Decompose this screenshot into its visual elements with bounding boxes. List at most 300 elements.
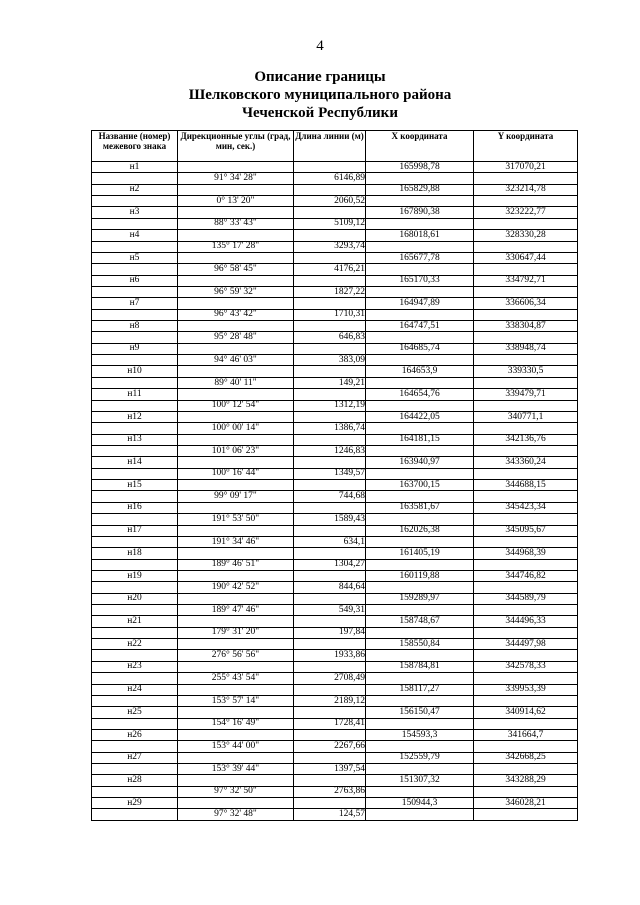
empty-cell xyxy=(178,798,294,809)
table-row-point xyxy=(92,457,578,468)
y-coordinate: 342668,25 xyxy=(474,752,578,763)
direction-angle: 88° 33' 43" xyxy=(178,218,294,229)
empty-cell xyxy=(92,355,178,366)
empty-cell xyxy=(366,423,474,434)
x-coordinate: 159289,97 xyxy=(366,593,474,604)
x-coordinate: 158748,67 xyxy=(366,616,474,627)
table-row-point xyxy=(92,343,578,354)
y-coordinate: 345095,67 xyxy=(474,525,578,536)
empty-cell xyxy=(92,786,178,797)
y-coordinate: 342136,76 xyxy=(474,434,578,445)
x-coordinate: 165998,78 xyxy=(366,162,474,173)
table-row-segment xyxy=(92,741,578,752)
table-row-segment xyxy=(92,536,578,547)
empty-cell xyxy=(178,593,294,604)
empty-cell xyxy=(366,741,474,752)
y-coordinate: 338304,87 xyxy=(474,321,578,332)
header-y: Y координата xyxy=(474,131,578,162)
table-row-point xyxy=(92,798,578,809)
empty-cell xyxy=(474,786,578,797)
table-row-segment xyxy=(92,445,578,456)
line-length: 549,31 xyxy=(294,605,366,616)
empty-cell xyxy=(474,309,578,320)
x-coordinate: 163581,67 xyxy=(366,502,474,513)
line-length: 1710,31 xyxy=(294,309,366,320)
empty-cell xyxy=(366,355,474,366)
empty-cell xyxy=(294,729,366,740)
line-length: 5109,12 xyxy=(294,218,366,229)
empty-cell xyxy=(474,559,578,570)
empty-cell xyxy=(92,764,178,775)
table-row-segment xyxy=(92,241,578,252)
empty-cell xyxy=(178,480,294,491)
direction-angle: 89° 40' 11" xyxy=(178,377,294,388)
empty-cell xyxy=(294,616,366,627)
x-coordinate: 164654,76 xyxy=(366,389,474,400)
empty-cell xyxy=(366,218,474,229)
table-row-point xyxy=(92,593,578,604)
table-row-segment xyxy=(92,605,578,616)
table-row-segment xyxy=(92,627,578,638)
x-coordinate: 158117,27 xyxy=(366,684,474,695)
y-coordinate: 343360,24 xyxy=(474,457,578,468)
table-row-segment xyxy=(92,695,578,706)
y-coordinate: 344968,39 xyxy=(474,548,578,559)
y-coordinate: 339479,71 xyxy=(474,389,578,400)
direction-angle: 190° 42' 52" xyxy=(178,582,294,593)
document-title xyxy=(0,68,640,122)
empty-cell xyxy=(474,218,578,229)
table-row-segment xyxy=(92,514,578,525)
table-row-segment xyxy=(92,400,578,411)
y-coordinate: 344497,98 xyxy=(474,639,578,650)
table-row-segment xyxy=(92,309,578,320)
empty-cell xyxy=(294,230,366,241)
empty-cell xyxy=(474,536,578,547)
line-length: 2763,86 xyxy=(294,786,366,797)
point-name: н6 xyxy=(92,275,178,286)
table-row-point xyxy=(92,434,578,445)
empty-cell xyxy=(178,411,294,422)
empty-cell xyxy=(366,468,474,479)
direction-angle: 94° 46' 03" xyxy=(178,355,294,366)
table-row-point xyxy=(92,321,578,332)
empty-cell xyxy=(474,400,578,411)
point-name: н17 xyxy=(92,525,178,536)
direction-angle: 153° 39' 44" xyxy=(178,764,294,775)
empty-cell xyxy=(366,764,474,775)
empty-cell xyxy=(92,514,178,525)
empty-cell xyxy=(178,752,294,763)
table-row-segment xyxy=(92,218,578,229)
point-name: н26 xyxy=(92,729,178,740)
y-coordinate: 346028,21 xyxy=(474,798,578,809)
empty-cell xyxy=(474,445,578,456)
direction-angle: 276° 56' 56" xyxy=(178,650,294,661)
line-length: 6146,89 xyxy=(294,173,366,184)
empty-cell xyxy=(178,230,294,241)
table-row-segment xyxy=(92,786,578,797)
line-length: 2708,49 xyxy=(294,673,366,684)
point-name: н24 xyxy=(92,684,178,695)
empty-cell xyxy=(92,741,178,752)
y-coordinate: 328330,28 xyxy=(474,230,578,241)
x-coordinate: 152559,79 xyxy=(366,752,474,763)
empty-cell xyxy=(366,173,474,184)
empty-cell xyxy=(294,525,366,536)
x-coordinate: 164181,15 xyxy=(366,434,474,445)
direction-angle: 95° 28' 48" xyxy=(178,332,294,343)
empty-cell xyxy=(92,627,178,638)
direction-angle: 97° 32' 48" xyxy=(178,809,294,820)
y-coordinate: 344589,79 xyxy=(474,593,578,604)
empty-cell xyxy=(178,389,294,400)
header-name: Название (номер) межевого знака xyxy=(92,131,178,162)
empty-cell xyxy=(294,343,366,354)
empty-cell xyxy=(92,423,178,434)
point-name: н9 xyxy=(92,343,178,354)
empty-cell xyxy=(474,468,578,479)
x-coordinate: 165677,78 xyxy=(366,252,474,263)
point-name: н19 xyxy=(92,570,178,581)
table-row-segment xyxy=(92,718,578,729)
line-length: 1827,22 xyxy=(294,286,366,297)
empty-cell xyxy=(474,423,578,434)
point-name: н21 xyxy=(92,616,178,627)
empty-cell xyxy=(92,650,178,661)
empty-cell xyxy=(366,536,474,547)
table-row-point xyxy=(92,366,578,377)
empty-cell xyxy=(366,559,474,570)
table-row-point xyxy=(92,480,578,491)
line-length: 744,68 xyxy=(294,491,366,502)
table-row-segment xyxy=(92,468,578,479)
empty-cell xyxy=(92,582,178,593)
empty-cell xyxy=(178,207,294,218)
empty-cell xyxy=(92,491,178,502)
direction-angle: 101° 06' 23" xyxy=(178,445,294,456)
empty-cell xyxy=(178,639,294,650)
direction-angle: 99° 09' 17" xyxy=(178,491,294,502)
page-number: 4 xyxy=(316,38,324,54)
y-coordinate: 317070,21 xyxy=(474,162,578,173)
table-row-point xyxy=(92,548,578,559)
empty-cell xyxy=(474,491,578,502)
empty-cell xyxy=(92,673,178,684)
line-length: 2267,66 xyxy=(294,741,366,752)
line-length: 149,21 xyxy=(294,377,366,388)
empty-cell xyxy=(178,184,294,195)
empty-cell xyxy=(366,718,474,729)
direction-angle: 154° 16' 49" xyxy=(178,718,294,729)
empty-cell xyxy=(92,468,178,479)
point-name: н10 xyxy=(92,366,178,377)
table-row-point xyxy=(92,252,578,263)
empty-cell xyxy=(178,162,294,173)
direction-angle: 179° 31' 20" xyxy=(178,627,294,638)
header-angle: Дирекционные углы (град, мин, сек.) xyxy=(178,131,294,162)
point-name: н25 xyxy=(92,707,178,718)
title-line-2: Шелковского муниципального района xyxy=(188,87,452,103)
table-row-point xyxy=(92,775,578,786)
table-row-segment xyxy=(92,286,578,297)
table-row-point xyxy=(92,162,578,173)
empty-cell xyxy=(294,162,366,173)
line-length: 1386,74 xyxy=(294,423,366,434)
point-name: н8 xyxy=(92,321,178,332)
table-row-segment xyxy=(92,673,578,684)
direction-angle: 153° 44' 00" xyxy=(178,741,294,752)
table-row-point xyxy=(92,389,578,400)
y-coordinate: 344496,33 xyxy=(474,616,578,627)
point-name: н20 xyxy=(92,593,178,604)
empty-cell xyxy=(366,309,474,320)
line-length: 2060,52 xyxy=(294,196,366,207)
x-coordinate: 156150,47 xyxy=(366,707,474,718)
empty-cell xyxy=(474,695,578,706)
y-coordinate: 330647,44 xyxy=(474,252,578,263)
table-row-segment xyxy=(92,582,578,593)
empty-cell xyxy=(294,389,366,400)
empty-cell xyxy=(294,798,366,809)
empty-cell xyxy=(178,502,294,513)
empty-cell xyxy=(366,650,474,661)
empty-cell xyxy=(294,457,366,468)
empty-cell xyxy=(92,218,178,229)
empty-cell xyxy=(92,241,178,252)
empty-cell xyxy=(474,582,578,593)
empty-cell xyxy=(366,673,474,684)
point-name: н18 xyxy=(92,548,178,559)
empty-cell xyxy=(474,355,578,366)
empty-cell xyxy=(92,559,178,570)
empty-cell xyxy=(474,332,578,343)
empty-cell xyxy=(294,252,366,263)
line-length: 1312,19 xyxy=(294,400,366,411)
x-coordinate: 164653,9 xyxy=(366,366,474,377)
y-coordinate: 342578,33 xyxy=(474,661,578,672)
table-row-point xyxy=(92,684,578,695)
empty-cell xyxy=(294,366,366,377)
line-length: 124,57 xyxy=(294,809,366,820)
table-row-segment xyxy=(92,332,578,343)
empty-cell xyxy=(474,264,578,275)
empty-cell xyxy=(178,252,294,263)
y-coordinate: 323214,78 xyxy=(474,184,578,195)
line-length: 2189,12 xyxy=(294,695,366,706)
empty-cell xyxy=(294,207,366,218)
direction-angle: 153° 57' 14" xyxy=(178,695,294,706)
header-length: Длина линии (м) xyxy=(294,131,366,162)
direction-angle: 91° 34' 28" xyxy=(178,173,294,184)
boundary-table xyxy=(91,130,578,821)
empty-cell xyxy=(178,275,294,286)
x-coordinate: 158784,81 xyxy=(366,661,474,672)
y-coordinate: 334792,71 xyxy=(474,275,578,286)
x-coordinate: 154593,3 xyxy=(366,729,474,740)
empty-cell xyxy=(474,650,578,661)
x-coordinate: 158550,84 xyxy=(366,639,474,650)
table-row-point xyxy=(92,502,578,513)
point-name: н29 xyxy=(92,798,178,809)
empty-cell xyxy=(366,264,474,275)
x-coordinate: 167890,38 xyxy=(366,207,474,218)
point-name: н1 xyxy=(92,162,178,173)
empty-cell xyxy=(474,605,578,616)
empty-cell xyxy=(178,729,294,740)
empty-cell xyxy=(294,548,366,559)
empty-cell xyxy=(294,411,366,422)
direction-angle: 100° 00' 14" xyxy=(178,423,294,434)
empty-cell xyxy=(92,400,178,411)
table-row-segment xyxy=(92,355,578,366)
empty-cell xyxy=(366,400,474,411)
y-coordinate: 340914,62 xyxy=(474,707,578,718)
empty-cell xyxy=(294,434,366,445)
line-length: 383,09 xyxy=(294,355,366,366)
empty-cell xyxy=(92,173,178,184)
empty-cell xyxy=(474,377,578,388)
empty-cell xyxy=(178,775,294,786)
header-x: X координата xyxy=(366,131,474,162)
empty-cell xyxy=(294,593,366,604)
empty-cell xyxy=(178,525,294,536)
x-coordinate: 168018,61 xyxy=(366,230,474,241)
empty-cell xyxy=(294,298,366,309)
empty-cell xyxy=(178,548,294,559)
table-row-point xyxy=(92,525,578,536)
table-row-segment xyxy=(92,491,578,502)
empty-cell xyxy=(92,286,178,297)
y-coordinate: 336606,34 xyxy=(474,298,578,309)
empty-cell xyxy=(178,434,294,445)
line-length: 197,84 xyxy=(294,627,366,638)
point-name: н16 xyxy=(92,502,178,513)
empty-cell xyxy=(366,627,474,638)
direction-angle: 100° 12' 54" xyxy=(178,400,294,411)
point-name: н14 xyxy=(92,457,178,468)
table-row-point xyxy=(92,230,578,241)
empty-cell xyxy=(178,707,294,718)
empty-cell xyxy=(474,764,578,775)
point-name: н2 xyxy=(92,184,178,195)
table-row-segment xyxy=(92,764,578,775)
empty-cell xyxy=(474,173,578,184)
empty-cell xyxy=(178,366,294,377)
empty-cell xyxy=(366,241,474,252)
empty-cell xyxy=(294,775,366,786)
table-row-point xyxy=(92,184,578,195)
empty-cell xyxy=(178,684,294,695)
table-row-point xyxy=(92,570,578,581)
y-coordinate: 338948,74 xyxy=(474,343,578,354)
empty-cell xyxy=(294,684,366,695)
empty-cell xyxy=(474,809,578,820)
point-name: н28 xyxy=(92,775,178,786)
empty-cell xyxy=(178,616,294,627)
empty-cell xyxy=(294,661,366,672)
empty-cell xyxy=(366,809,474,820)
empty-cell xyxy=(92,377,178,388)
y-coordinate: 323222,77 xyxy=(474,207,578,218)
empty-cell xyxy=(366,445,474,456)
direction-angle: 189° 47' 46" xyxy=(178,605,294,616)
line-length: 1304,27 xyxy=(294,559,366,570)
empty-cell xyxy=(366,196,474,207)
empty-cell xyxy=(474,196,578,207)
y-coordinate: 341664,7 xyxy=(474,729,578,740)
empty-cell xyxy=(366,377,474,388)
empty-cell xyxy=(294,707,366,718)
table-row-segment xyxy=(92,264,578,275)
title-line-1: Описание границы xyxy=(254,69,386,85)
line-length: 1589,43 xyxy=(294,514,366,525)
point-name: н11 xyxy=(92,389,178,400)
empty-cell xyxy=(474,286,578,297)
empty-cell xyxy=(474,718,578,729)
point-name: н27 xyxy=(92,752,178,763)
line-length: 1349,57 xyxy=(294,468,366,479)
point-name: н7 xyxy=(92,298,178,309)
empty-cell xyxy=(294,752,366,763)
x-coordinate: 165170,33 xyxy=(366,275,474,286)
empty-cell xyxy=(92,445,178,456)
y-coordinate: 339330,5 xyxy=(474,366,578,377)
table-row-segment xyxy=(92,377,578,388)
line-length: 3293,74 xyxy=(294,241,366,252)
empty-cell xyxy=(294,275,366,286)
direction-angle: 100° 16' 44" xyxy=(178,468,294,479)
line-length: 1933,86 xyxy=(294,650,366,661)
point-name: н4 xyxy=(92,230,178,241)
line-length: 4176,21 xyxy=(294,264,366,275)
direction-angle: 189° 46' 51" xyxy=(178,559,294,570)
y-coordinate: 339953,39 xyxy=(474,684,578,695)
direction-angle: 191° 53' 50" xyxy=(178,514,294,525)
point-name: н3 xyxy=(92,207,178,218)
x-coordinate: 164422,05 xyxy=(366,411,474,422)
empty-cell xyxy=(92,536,178,547)
line-length: 1397,54 xyxy=(294,764,366,775)
table-row-point xyxy=(92,639,578,650)
empty-cell xyxy=(294,184,366,195)
empty-cell xyxy=(294,502,366,513)
empty-cell xyxy=(92,718,178,729)
x-coordinate: 150944,3 xyxy=(366,798,474,809)
direction-angle: 97° 32' 50" xyxy=(178,786,294,797)
direction-angle: 96° 58' 45" xyxy=(178,264,294,275)
line-length: 646,83 xyxy=(294,332,366,343)
empty-cell xyxy=(294,480,366,491)
empty-cell xyxy=(474,514,578,525)
direction-angle: 191° 34' 46" xyxy=(178,536,294,547)
direction-angle: 96° 43' 42" xyxy=(178,309,294,320)
x-coordinate: 161405,19 xyxy=(366,548,474,559)
empty-cell xyxy=(366,491,474,502)
empty-cell xyxy=(366,605,474,616)
direction-angle: 96° 59' 32" xyxy=(178,286,294,297)
table-row-point xyxy=(92,729,578,740)
y-coordinate: 344746,82 xyxy=(474,570,578,581)
empty-cell xyxy=(366,786,474,797)
empty-cell xyxy=(92,695,178,706)
x-coordinate: 164685,74 xyxy=(366,343,474,354)
point-name: н22 xyxy=(92,639,178,650)
empty-cell xyxy=(366,695,474,706)
empty-cell xyxy=(178,321,294,332)
y-coordinate: 345423,34 xyxy=(474,502,578,513)
empty-cell xyxy=(294,321,366,332)
